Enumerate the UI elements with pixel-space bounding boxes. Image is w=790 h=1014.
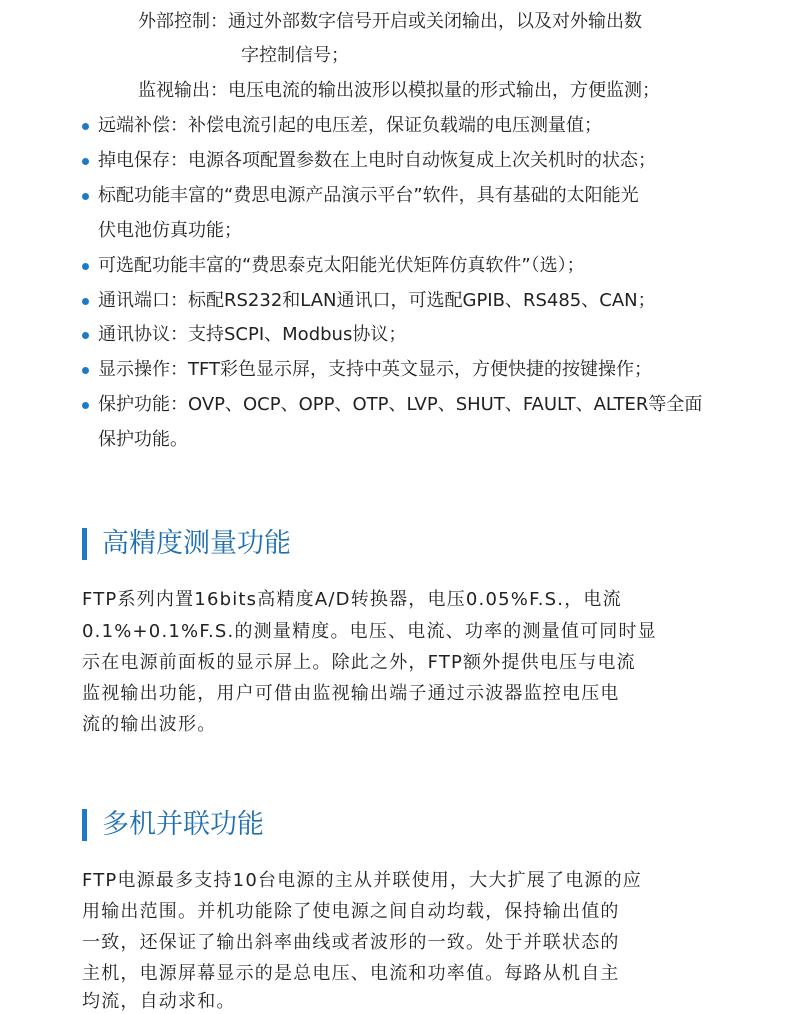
list-item-text: 保护功能：OVP、OCP、OPP、OTP、LVP、SHUT、FAULT、ALTER等全面 — [98, 394, 703, 415]
list-item-text: 可选配功能丰富的“费思泰克太阳能光伏矩阵仿真软件”（选）； — [98, 255, 585, 276]
list-item-text-cont: 伏电池仿真功能； — [98, 220, 242, 241]
sub-item-external-control-cont: 字控制信号； — [241, 45, 349, 66]
bullet-dot-icon — [82, 298, 89, 305]
list-item-text: 远端补偿：补偿电流引起的电压差，保证负载端的电压测量值； — [98, 115, 602, 136]
bullet-dot-icon — [82, 263, 89, 270]
paragraph-line: 示在电源前面板的显示屏上。除此之外，FTP额外提供电压与电流 — [82, 652, 636, 673]
paragraph-line: 监视输出功能，用户可借由监视输出端子通过示波器监控电压电 — [82, 683, 620, 704]
paragraph-line: 用输出范围。并机功能除了使电源之间自动均载，保持输出值的 — [82, 901, 620, 922]
sub-item-external-control: 外部控制：通过外部数字信号开启或关闭输出，以及对外输出数 — [138, 11, 642, 32]
paragraph-line: 主机，电源屏幕显示的是总电压、电流和功率值。每路从机自主 — [82, 963, 620, 984]
bullet-dot-icon — [82, 158, 89, 165]
list-item-text: 通讯协议：支持SCPI、Modbus协议； — [98, 324, 407, 345]
list-item-text-cont: 保护功能。 — [98, 429, 188, 450]
paragraph-line: 0.1%+0.1%F.S.的测量精度。电压、电流、功率的测量值可同时显 — [82, 621, 657, 642]
list-item-text: 掉电保存：电源各项配置参数在上电时自动恢复成上次关机时的状态； — [98, 150, 656, 171]
bullet-dot-icon — [82, 402, 89, 409]
paragraph-line: 一致，还保证了输出斜率曲线或者波形的一致。处于并联状态的 — [82, 932, 620, 953]
heading-bar-icon — [82, 528, 87, 560]
list-item-text: 通讯端口：标配RS232和LAN通讯口，可选配GPIB、RS485、CAN； — [98, 290, 656, 311]
bullet-dot-icon — [82, 123, 89, 130]
paragraph-line: 流的输出波形。 — [82, 714, 217, 735]
section-title: 高精度测量功能 — [102, 528, 291, 559]
paragraph-line: FTP系列内置16bits高精度A/D转换器，电压0.05%F.S.，电流 — [82, 589, 622, 610]
sub-item-monitor-output: 监视输出：电压电流的输出波形以模拟量的形式输出，方便监测； — [138, 80, 660, 101]
paragraph-line: 均流，自动求和。 — [82, 991, 236, 1012]
heading-bar-icon — [82, 809, 87, 841]
list-item-text: 显示操作：TFT彩色显示屏，支持中英文显示，方便快捷的按键操作； — [98, 359, 653, 380]
bullet-dot-icon — [82, 332, 89, 339]
list-item-text: 标配功能丰富的“费思电源产品演示平台”软件，具有基础的太阳能光 — [98, 185, 639, 206]
bullet-dot-icon — [82, 367, 89, 374]
section-title: 多机并联功能 — [102, 809, 264, 840]
paragraph-line: FTP电源最多支持10台电源的主从并联使用，大大扩展了电源的应 — [82, 870, 642, 891]
bullet-dot-icon — [82, 193, 89, 200]
